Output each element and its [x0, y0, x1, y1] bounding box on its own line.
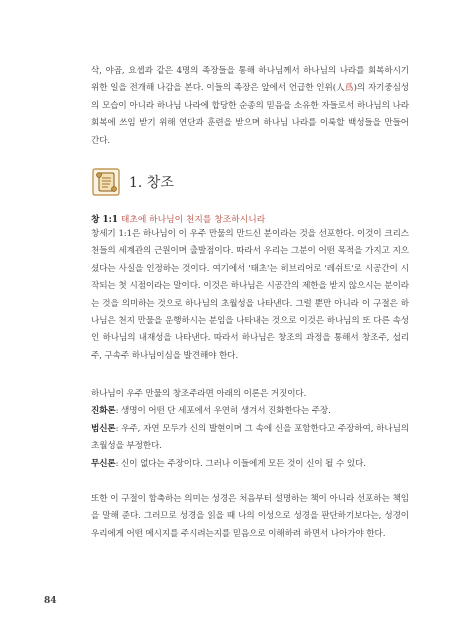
theory-desc: : 신이 없다는 주장이다. 그러나 이들에게 모든 것이 신이 될 수 있다. [115, 458, 366, 469]
page-number: 84 [44, 596, 57, 606]
top-paragraph-text-1: 삭, 야곱, 요셉과 같은 4명의 족장들을 통해 하나님께서 하나님의 나라를 회복하시기 위한 일을 전개해 나감을 본다. 이들의 족장은 앞에서 언급한 인위(人 [91, 66, 409, 94]
theory-desc: : 생명이 어떤 단 세포에서 우연히 생겨서 진화한다는 주장. [115, 406, 331, 417]
theories-block [91, 386, 409, 473]
theory-item [91, 403, 409, 420]
theory-term: 진화론 [91, 406, 116, 417]
theory-item [91, 456, 409, 473]
main-paragraph: 창세기 1:1은 하나님이 이 우주 만물의 만드신 분이라는 것을 선포한다. 이것이 크리스천들의 세계관의 근원이며 출발점이다. 따라서 우리는 그분이 어떤 목적을 가지고 지으셨다는 사실을 인정하는 것이다. 여기에서 '태초'는 히브리어로 '레쉬트'로 시공간이 시작되는 첫 시점이라는 말이다. 이것은 하나님은 시공간의 제한을 받지 않으시는 분이라는 것을 의미하는 것으로 하나님의 초월성을 나타낸다. 그럴 뿐만 아니라 이 구절은 하나님은 천지 만물을 운행하시는 분임을 나타내는 것으로 이것은 하나님의 또 다른 속성인 하나님의 내재성을 나타낸다. 따라서 하나님은 창조의 과정을 통해서 창조주, 섭리주, 구속주 하나님이심을 발견해야 한다. [91, 229, 409, 361]
closing-paragraph: 또한 이 구절이 함축하는 의미는 성경은 처음부터 설명하는 책이 아니라 선포하는 책임을 말해 준다. 그러므로 성경을 읽을 때 나의 이성으로 성경을 판단하기보다는, 성경이 우리에게 어떤 메시지를 주시려는지를 믿음으로 이해하려 하면서 나아가야 한다. [91, 494, 409, 539]
top-paragraph-red-text: 爲 [344, 83, 354, 94]
theory-term: 범신론 [91, 423, 116, 434]
verse-text: 태초에 하나님이 천지를 창조하시니라 [120, 215, 266, 225]
scroll-icon [91, 167, 121, 197]
top-paragraph-text-2: )의 자기중심성의 모습이 아니라 하나님 나라에 합당한 순종의 믿음을 소유한 자들로서 하나님의 나라 회복에 쓰임 받기 위해 연단과 훈련을 받으며 하나님 나라를 이룩할 백성들을 만들어 간다. [91, 83, 409, 146]
section-heading [91, 165, 174, 199]
theory-item [91, 421, 409, 456]
verse-ref: 창 1:1 [91, 215, 119, 225]
section-title: 1. 창조 [129, 175, 174, 191]
theory-term: 무신론 [91, 458, 116, 469]
verse-line [91, 213, 409, 227]
top-paragraph [91, 63, 409, 150]
theory-desc: : 우주, 자연 모두가 신의 발현이며 그 속에 신을 포함한다고 주장하여, 하나님의 초월성을 부정한다. [91, 423, 409, 452]
theories-intro: 하나님이 우주 만물의 창조주라면 아래의 이론은 거짓이다. [91, 389, 307, 399]
